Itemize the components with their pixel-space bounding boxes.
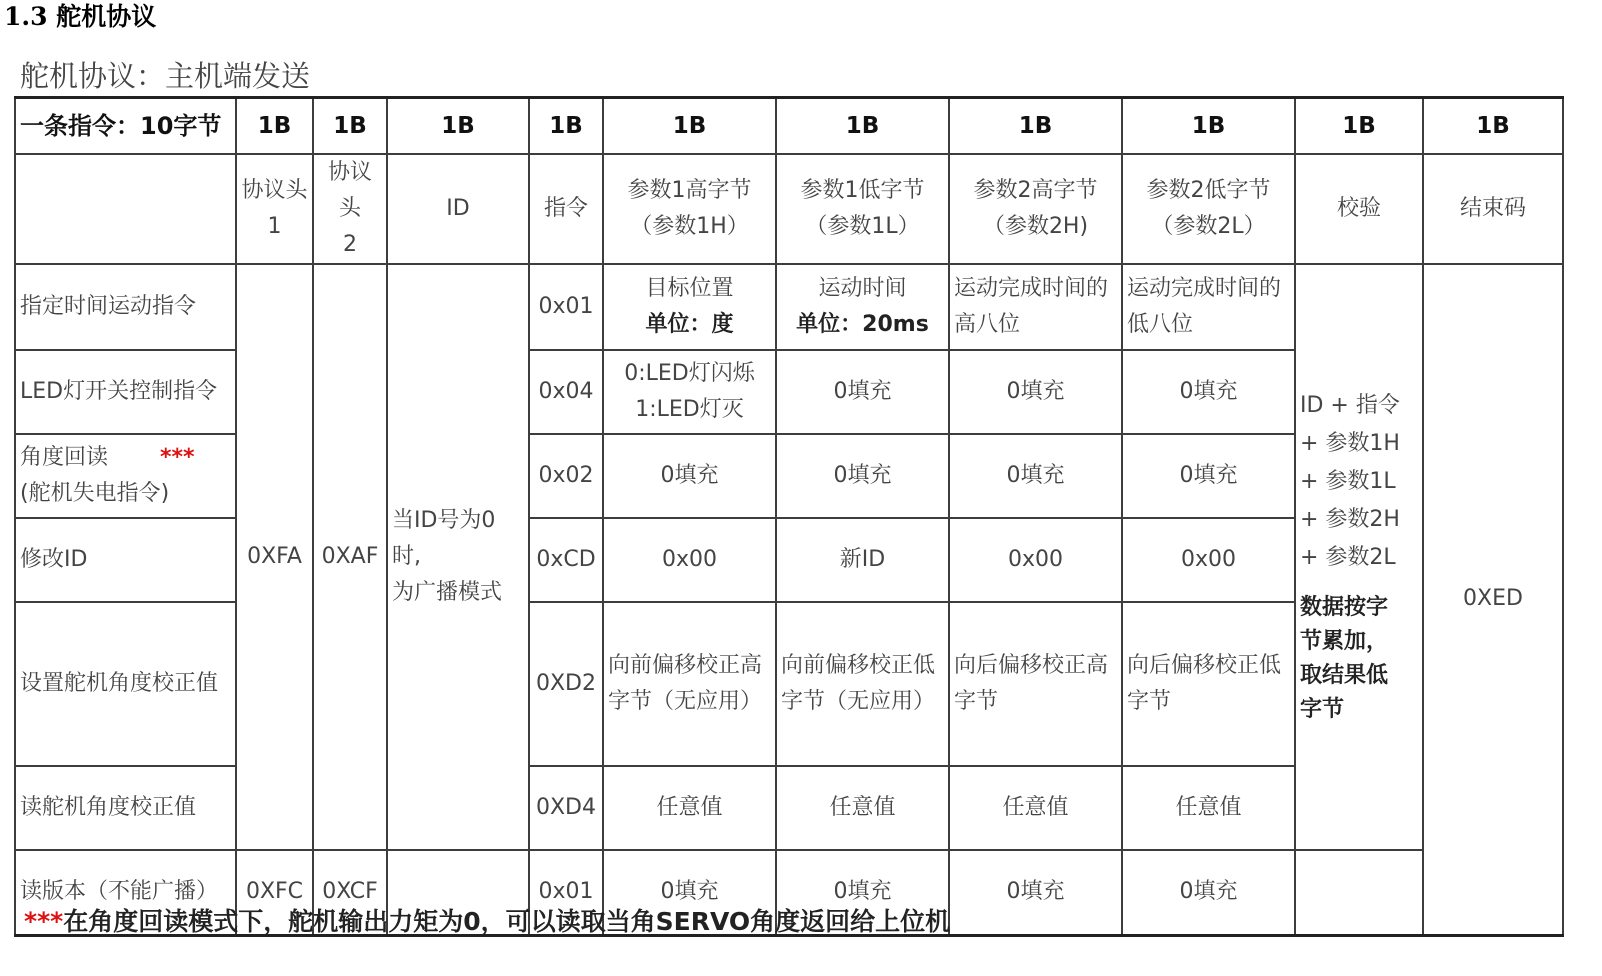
checksum-description: ID + 指令 + 参数1H + 参数1L + 参数2H + 参数2L 数据按字 节累加， 取结果低 字节	[1295, 264, 1423, 850]
id-broadcast-note: 当ID号为0时, 为广播模式	[387, 264, 529, 850]
param1-low: 0填充	[776, 434, 949, 518]
param2-low: 0x00	[1122, 518, 1295, 602]
table-subtitle: 舵机协议：主机端发送	[20, 59, 311, 93]
param1-low: 0填充	[776, 350, 949, 434]
param2-low: 0填充	[1122, 434, 1295, 518]
field-header2: 协议头 2	[313, 154, 387, 264]
end-code-value: 0XED	[1423, 264, 1563, 936]
param2-high: 0填充	[949, 350, 1122, 434]
command-code: 0x02	[529, 434, 603, 518]
field-name-row	[15, 154, 1563, 264]
param1-low: 0填充	[776, 850, 949, 936]
param1-high: 0:LED灯闪烁 1:LED灯灭	[603, 350, 776, 434]
field-param2-high: 参数2高字节 （参数2H)	[949, 154, 1122, 264]
asterisk-marker: ***	[160, 444, 195, 470]
field-cmd: 指令	[529, 154, 603, 264]
byte-size-row	[15, 98, 1563, 154]
command-name: 角度回读 *** (舵机失电指令)	[15, 434, 236, 518]
footnote-text: 在角度回读模式下，舵机输出力矩为0，可以读取当角SERVO角度返回给上位机	[63, 907, 951, 936]
field-header1: 协议头 1	[236, 154, 313, 264]
param2-low: 任意值	[1122, 766, 1295, 850]
command-length-header: 一条指令：10字节	[15, 98, 236, 154]
byte-size-cell: 1B	[776, 98, 949, 154]
param2-low: 向后偏移校正低 字节	[1122, 602, 1295, 766]
field-end-code: 结束码	[1423, 154, 1563, 264]
byte-size-cell: 1B	[529, 98, 603, 154]
byte-size-cell: 1B	[603, 98, 776, 154]
header2-value: 0XCF	[313, 850, 387, 936]
footnote-asterisks: ***	[24, 907, 64, 936]
param1-high: 0填充	[603, 434, 776, 518]
param1-high: 0填充	[603, 850, 776, 936]
section-heading: 1.3 舵机协议	[4, 2, 157, 31]
param2-high: 0x00	[949, 518, 1122, 602]
empty-corner-cell	[15, 154, 236, 264]
field-param1-low: 参数1低字节 （参数1L）	[776, 154, 949, 264]
byte-size-cell: 1B	[1423, 98, 1563, 154]
param2-low: 运动完成时间的 低八位	[1122, 264, 1295, 350]
table-row	[15, 264, 1563, 350]
byte-size-cell: 1B	[236, 98, 313, 154]
param2-high: 任意值	[949, 766, 1122, 850]
field-param1-high: 参数1高字节 （参数1H）	[603, 154, 776, 264]
param2-high: 0填充	[949, 434, 1122, 518]
byte-size-cell: 1B	[387, 98, 529, 154]
param1-high: 目标位置 单位：度	[603, 264, 776, 350]
header2-value: 0XAF	[313, 264, 387, 850]
command-code: 0XD4	[529, 766, 603, 850]
command-name: 指定时间运动指令	[15, 264, 236, 350]
command-code: 0x01	[529, 850, 603, 936]
byte-size-cell: 1B	[1295, 98, 1423, 154]
command-code: 0x04	[529, 350, 603, 434]
byte-size-cell: 1B	[313, 98, 387, 154]
param2-high: 运动完成时间的 高八位	[949, 264, 1122, 350]
param2-high: 向后偏移校正高 字节	[949, 602, 1122, 766]
command-name: LED灯开关控制指令	[15, 350, 236, 434]
command-name: 修改ID	[15, 518, 236, 602]
param2-low: 0填充	[1122, 350, 1295, 434]
footnote	[24, 904, 950, 940]
field-checksum: 校验	[1295, 154, 1423, 264]
param1-low: 新ID	[776, 518, 949, 602]
param2-high: 0填充	[949, 850, 1122, 936]
command-name: 设置舵机角度校正值	[15, 602, 236, 766]
command-name: 读舵机角度校正值	[15, 766, 236, 850]
field-param2-low: 参数2低字节 （参数2L）	[1122, 154, 1295, 264]
command-code: 0XD2	[529, 602, 603, 766]
header1-value: 0XFA	[236, 264, 313, 850]
param2-low: 0填充	[1122, 850, 1295, 936]
header1-value: 0XFC	[236, 850, 313, 936]
checksum-empty-cell	[1295, 850, 1423, 936]
servo-protocol-table	[14, 96, 1564, 937]
command-name: 读版本（不能广播）	[15, 850, 236, 936]
param1-low: 向前偏移校正低 字节（无应用）	[776, 602, 949, 766]
param1-high: 向前偏移校正高 字节（无应用）	[603, 602, 776, 766]
byte-size-cell: 1B	[1122, 98, 1295, 154]
param1-low: 任意值	[776, 766, 949, 850]
command-code: 0x01	[529, 264, 603, 350]
command-code: 0xCD	[529, 518, 603, 602]
field-id: ID	[387, 154, 529, 264]
param1-high: 任意值	[603, 766, 776, 850]
byte-size-cell: 1B	[949, 98, 1122, 154]
param1-high: 0x00	[603, 518, 776, 602]
param1-low: 运动时间 单位：20ms	[776, 264, 949, 350]
